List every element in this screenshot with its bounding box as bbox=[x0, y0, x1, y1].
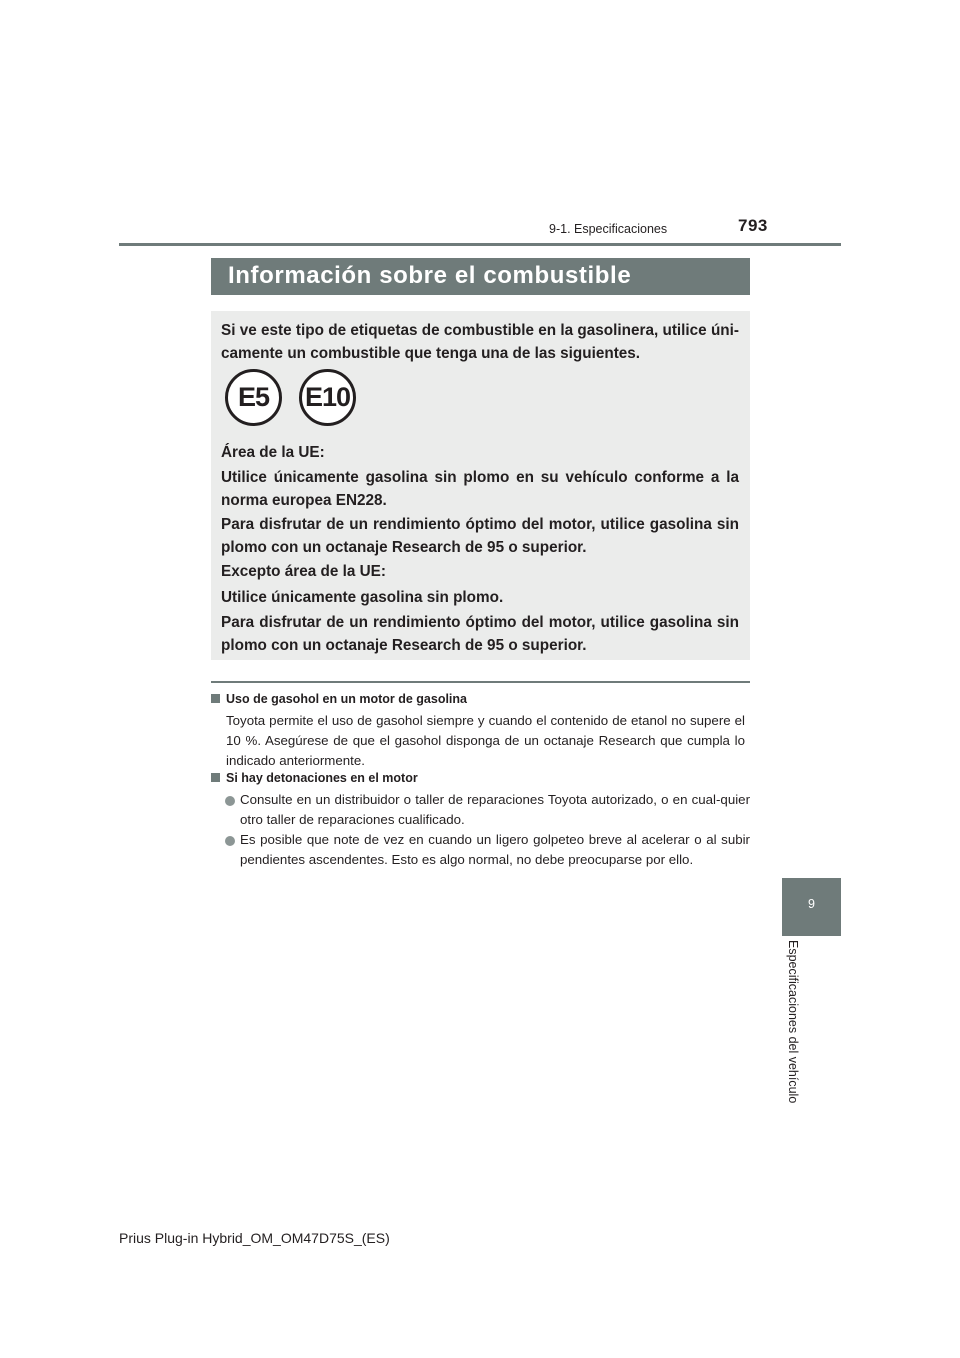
square-bullet-icon bbox=[211, 694, 220, 703]
gasohol-paragraph: Toyota permite el uso de gasohol siempre y cuando el contenido de etanol no supere el 10 %. Asegúrese de que el gasohol disponga de un octanaje Research que cumpla lo indicado anteriormente. bbox=[226, 713, 745, 768]
circle-bullet-icon bbox=[225, 796, 235, 806]
fuel-label-e10-icon bbox=[299, 369, 356, 426]
section-heading-knocking-text: Si hay detonaciones en el motor bbox=[226, 771, 418, 785]
eu-paragraph-2: Para disfrutar de un rendimiento óptimo del motor, utilice gasolina sin plomo con un octanaje Research de 95 o superior. bbox=[221, 516, 739, 556]
circle-bullet-icon bbox=[225, 836, 235, 846]
chapter-tab bbox=[782, 878, 841, 936]
chapter-side-title bbox=[786, 940, 810, 1120]
section-heading-gasohol bbox=[211, 692, 467, 706]
section-divider bbox=[211, 681, 750, 683]
info-intro: Si ve este tipo de etiquetas de combustible en la gasolinera, utilice úni-camente un combustible que tenga una de las siguientes. bbox=[221, 322, 739, 362]
fuel-label-e10: E10 bbox=[304, 382, 351, 412]
header-rule bbox=[119, 243, 841, 246]
page-title: Información sobre el combustible bbox=[228, 262, 632, 289]
non-eu-paragraph-1: Utilice únicamente gasolina sin plomo. bbox=[221, 589, 504, 606]
non-eu-paragraph-2: Para disfrutar de un rendimiento óptimo del motor, utilice gasolina sin plomo con un octanaje Research de 95 o superior. bbox=[221, 614, 739, 654]
eu-paragraph-1: Utilice únicamente gasolina sin plomo en su vehículo conforme a la norma europea EN228. bbox=[221, 469, 739, 509]
section-heading-gasohol-text: Uso de gasohol en un motor de gasolina bbox=[226, 692, 467, 706]
knocking-bullet-2: Es posible que note de vez en cuando un ligero golpeteo breve al acelerar o al subir pendientes ascendentes. Esto es algo normal, no debe preocuparse por ello. bbox=[240, 832, 750, 867]
eu-heading: Área de la UE: bbox=[221, 444, 325, 461]
page-number: 793 bbox=[738, 216, 768, 235]
knocking-bullet-1: Consulte en un distribuidor o taller de reparaciones Toyota autorizado, o en cual-quier otro taller de reparaciones cualificado. bbox=[240, 792, 750, 827]
fuel-label-e5: E5 bbox=[237, 382, 270, 412]
footer-document-id: Prius Plug-in Hybrid_OM_OM47D75S_(ES) bbox=[119, 1230, 390, 1246]
non-eu-heading: Excepto área de la UE: bbox=[221, 563, 386, 580]
section-heading-knocking bbox=[211, 771, 418, 785]
chapter-side-title-text: Especificaciones del vehículo bbox=[786, 940, 800, 1104]
square-bullet-icon bbox=[211, 773, 220, 782]
fuel-label-e5-icon bbox=[225, 369, 282, 426]
chapter-number: 9 bbox=[808, 897, 815, 911]
section-label: 9-1. Especificaciones bbox=[549, 222, 668, 236]
fuel-info-box bbox=[211, 311, 750, 660]
title-bar bbox=[211, 258, 750, 295]
